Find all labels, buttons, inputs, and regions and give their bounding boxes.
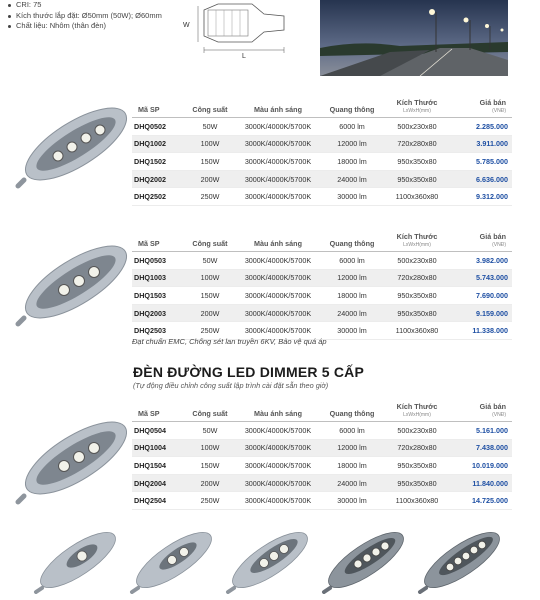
lamp-thumb-3 <box>225 523 315 594</box>
section-subtitle: (Tự động điều chỉnh công suất lập trình cài đặt sẵn theo giờ) <box>133 381 329 390</box>
table-row: DHQ2502 250W 3000K/4000K/5700K 30000 lm 1100x360x80 9.312.000 <box>132 188 512 206</box>
header-flux: Quang thông <box>320 88 384 118</box>
street-lamp-image <box>14 238 132 328</box>
header-price: Giá bán (VNĐ) <box>450 222 512 252</box>
lamp-thumb-2 <box>129 523 219 594</box>
table-row: DHQ2503 250W 3000K/4000K/5700K 30000 lm 1100x360x80 11.338.000 <box>132 322 512 340</box>
header-code: Mã SP <box>132 392 184 422</box>
header-price: Giá bán (VNĐ) <box>450 392 512 422</box>
spec-list <box>6 0 162 32</box>
table-row: DHQ1002 100W 3000K/4000K/5700K 12000 lm 720x280x80 3.911.000 <box>132 135 512 153</box>
header-power: Công suất <box>184 392 236 422</box>
table-row: DHQ1003 100W 3000K/4000K/5700K 12000 lm 720x280x80 5.743.000 <box>132 269 512 287</box>
street-photo <box>320 0 508 76</box>
table-row: DHQ2004 200W 3000K/4000K/5700K 24000 lm 950x350x80 11.840.000 <box>132 474 512 492</box>
header-size: Kích Thước LxWxH(mm) <box>384 88 450 118</box>
section-title: ĐÈN ĐƯỜNG LED DIMMER 5 CẤP <box>133 364 364 380</box>
header-color: Màu ánh sáng <box>236 88 320 118</box>
lamp-thumb-5 <box>417 523 507 594</box>
table-row: DHQ2003 200W 3000K/4000K/5700K 24000 lm 950x350x80 9.159.000 <box>132 304 512 322</box>
table-row: DHQ2504 250W 3000K/4000K/5700K 30000 lm 1100x360x80 14.725.000 <box>132 492 512 510</box>
header-flux: Quang thông <box>320 392 384 422</box>
table-row: DHQ1504 150W 3000K/4000K/5700K 18000 lm 950x350x80 10.019.000 <box>132 457 512 475</box>
lamp-thumb-1 <box>33 523 123 594</box>
compliance-note: Đạt chuẩn EMC, Chống sét lan truyền 6KV, Bảo vệ quá áp <box>132 337 327 346</box>
header-power: Công suất <box>184 222 236 252</box>
header-size: Kích Thước LxWxH(mm) <box>384 392 450 422</box>
spec-item: Chất liệu: Nhôm (thân đèn) <box>16 21 162 32</box>
spec-item: Kích thước lắp đặt: Ø50mm (50W); Ø60mm <box>16 10 162 20</box>
length-label: L <box>242 53 246 60</box>
street-lamp-image <box>14 100 132 190</box>
header-color: Màu ánh sáng <box>236 392 320 422</box>
lamp-gallery <box>32 522 508 594</box>
price-table-1 <box>132 88 512 206</box>
table-row: DHQ1503 150W 3000K/4000K/5700K 18000 lm 950x350x80 7.690.000 <box>132 287 512 305</box>
table-row: DHQ0503 50W 3000K/4000K/5700K 6000 lm 500x230x80 3.982.000 <box>132 252 512 270</box>
header-color: Màu ánh sáng <box>236 222 320 252</box>
lamp-thumb-4 <box>321 523 411 594</box>
header-power: Công suất <box>184 88 236 118</box>
header-code: Mã SP <box>132 88 184 118</box>
header-price: Giá bán (VNĐ) <box>450 88 512 118</box>
header-code: Mã SP <box>132 222 184 252</box>
table-row: DHQ0502 50W 3000K/4000K/5700K 6000 lm 500x230x80 2.285.000 <box>132 118 512 136</box>
header-size: Kích Thước LxWxH(mm) <box>384 222 450 252</box>
spec-item: CRI: 75 <box>16 0 162 11</box>
table-row: DHQ2002 200W 3000K/4000K/5700K 24000 lm 950x350x80 6.636.000 <box>132 170 512 188</box>
table-row: DHQ0504 50W 3000K/4000K/5700K 6000 lm 500x230x80 5.161.000 <box>132 422 512 440</box>
table-row: DHQ1004 100W 3000K/4000K/5700K 12000 lm 720x280x80 7.438.000 <box>132 439 512 457</box>
street-lamp-image <box>14 412 132 506</box>
table-row: DHQ1502 150W 3000K/4000K/5700K 18000 lm 950x350x80 5.785.000 <box>132 153 512 171</box>
price-table-3 <box>132 392 512 510</box>
width-label: W <box>183 22 190 29</box>
header-flux: Quang thông <box>320 222 384 252</box>
price-table-2 <box>132 222 512 340</box>
